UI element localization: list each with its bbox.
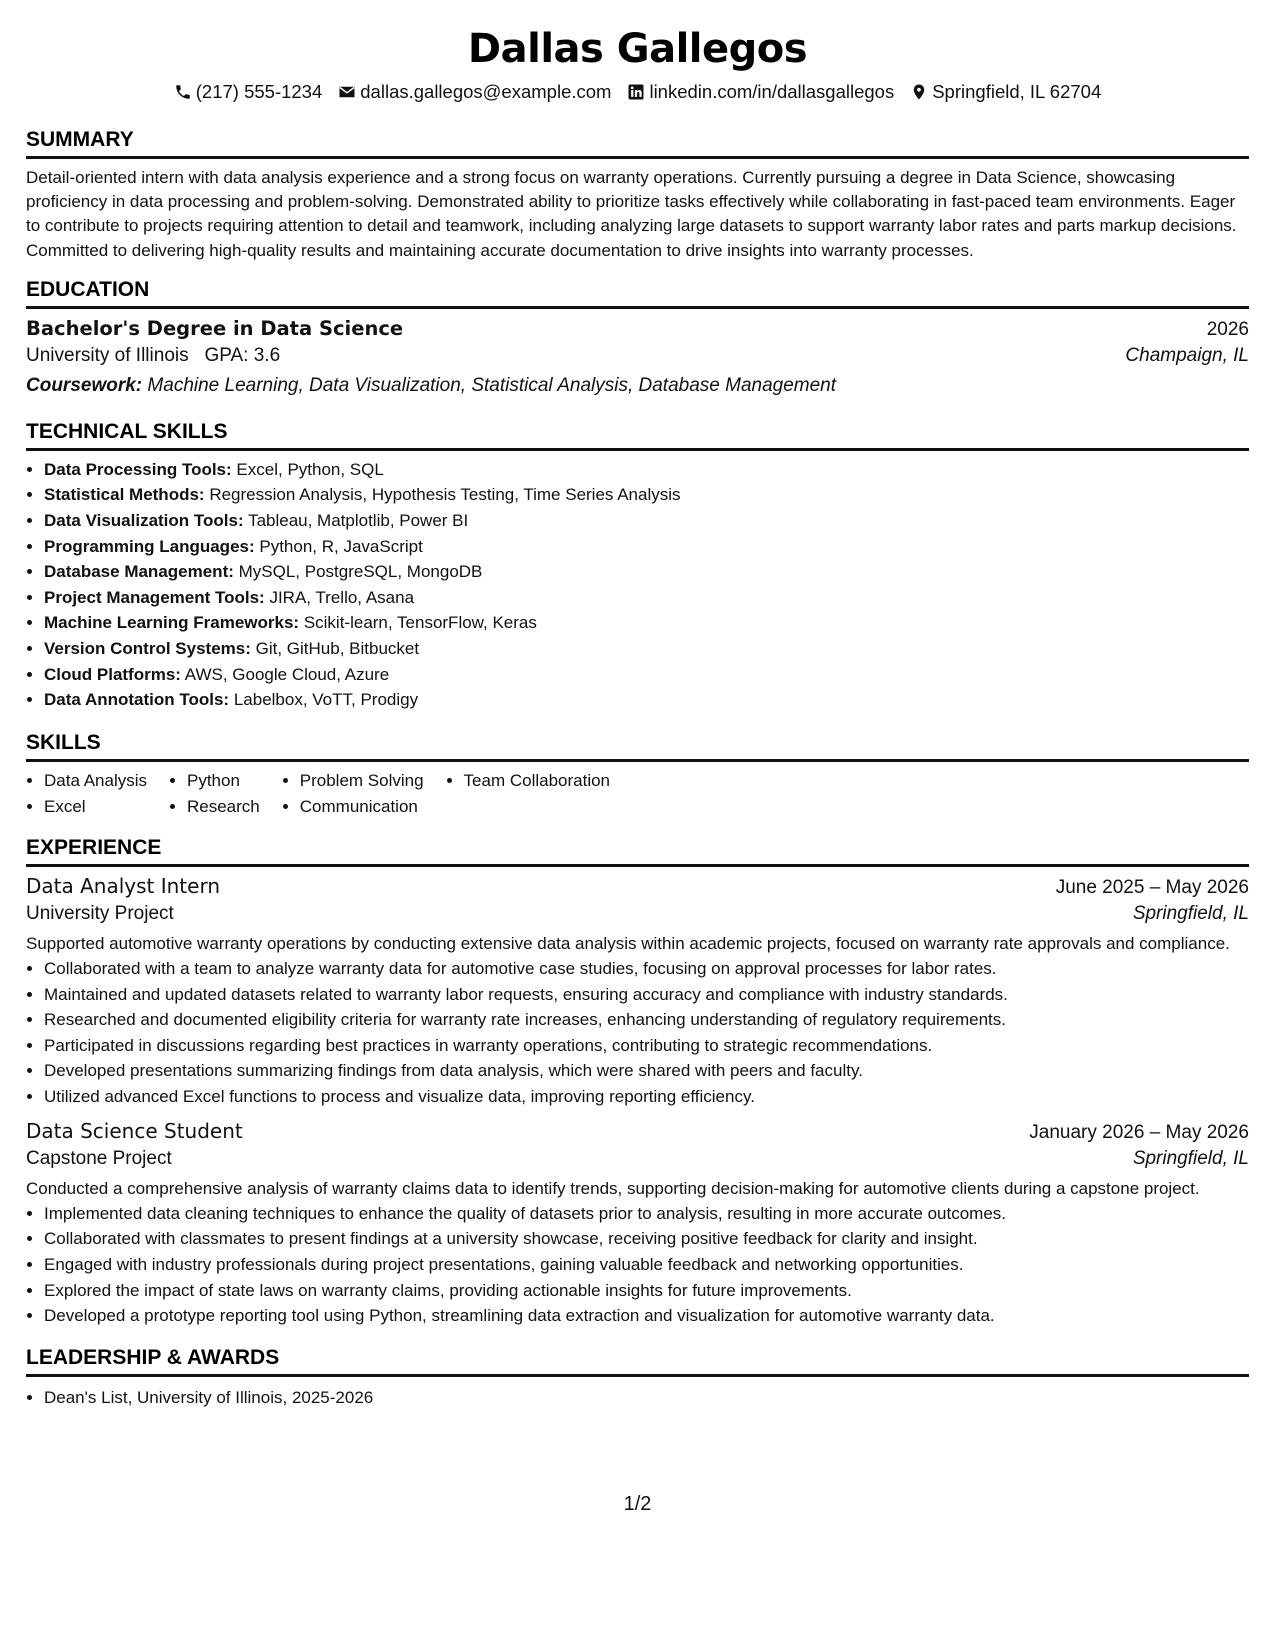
skill-value: Python, R, JavaScript (259, 536, 423, 556)
education-degree-row (26, 317, 1249, 341)
skills-column (282, 768, 424, 820)
job-summary: Supported automotive warranty operations by conducting extensive data analysis within academic projects, focused on warranty rate approvals and compliance. (26, 933, 1230, 953)
job-summary: Conducted a comprehensive analysis of warranty claims data to identify trends, supporting decision-making for automotive clients during a capstone project. (26, 1178, 1200, 1198)
list-item: • Developed a prototype reporting tool using Python, streamlining data extraction and visualization for automotive warranty data. (44, 1303, 1249, 1329)
skills-column (26, 768, 147, 820)
technical-skills-heading: TECHNICAL SKILLS (26, 419, 1249, 451)
experience-section (26, 835, 1249, 1329)
skill-value: Regression Analysis, Hypothesis Testing, Time Series Analysis (209, 485, 681, 505)
gpa: GPA: 3.6 (204, 344, 281, 366)
list-item: • Collaborated with classmates to present findings at a university showcase, receiving positive feedback for clarity and insight. (44, 1226, 1249, 1252)
skills-heading: SKILLS (26, 730, 1249, 762)
job-bullets (26, 956, 1249, 1110)
contact-location (910, 80, 1101, 104)
experience-entry (26, 874, 1249, 1110)
list-item: • Developed presentations summarizing findings from data analysis, which were shared with peers and faculty. (44, 1058, 1249, 1084)
list-item: • Utilized advanced Excel functions to process and visualize data, improving reporting efficiency. (44, 1084, 1249, 1110)
contact-email[interactable] (338, 80, 611, 104)
list-item: • Collaborated with a team to analyze warranty data for automotive case studies, focusing on approval processes for labor rates. (44, 956, 1249, 982)
skill-value: Tableau, Matplotlib, Power BI (248, 511, 469, 530)
candidate-name: Dallas Gallegos (467, 26, 808, 72)
list-item (44, 687, 1249, 713)
experience-heading: EXPERIENCE (26, 835, 1249, 867)
list-item (44, 610, 1249, 636)
list-item (44, 585, 1249, 611)
skill-label: Data Processing Tools: (44, 459, 232, 479)
coursework-label: Coursework: (26, 374, 143, 396)
job-location: Springfield, IL (1132, 902, 1249, 924)
school-location: Champaign, IL (1125, 344, 1249, 366)
list-item: • Python (187, 768, 260, 794)
job-org: University Project (26, 902, 174, 924)
phone-text: (217) 555-1234 (195, 81, 323, 102)
job-title-row (26, 1119, 1249, 1144)
list-item: • Implemented data cleaning techniques to enhance the quality of datasets prior to analysis, resulting in more accurate outcomes. (44, 1201, 1249, 1227)
school-info (26, 341, 280, 371)
job-org-row (26, 899, 1249, 929)
list-item: • Problem Solving (300, 768, 424, 794)
technical-skills-section (26, 419, 1249, 713)
education-section (26, 277, 1249, 401)
job-title: Data Science Student (26, 1118, 243, 1143)
leadership-section (26, 1345, 1249, 1411)
list-item (44, 508, 1249, 534)
job-bullets (26, 1201, 1249, 1329)
job-location: Springfield, IL (1132, 1147, 1249, 1169)
skill-label: Statistical Methods: (44, 485, 205, 505)
page-number: 1/2 (623, 1493, 652, 1515)
skills-section (26, 730, 1249, 820)
skill-label: Data Annotation Tools: (44, 690, 230, 710)
skill-label: Programming Languages: (44, 536, 255, 556)
list-item (44, 559, 1249, 585)
skill-label: Project Management Tools: (44, 587, 265, 607)
job-dates: June 2025 – May 2026 (1055, 876, 1249, 898)
skill-value: Scikit-learn, TensorFlow, Keras (303, 613, 537, 633)
skills-grid (26, 768, 1249, 820)
education-heading: EDUCATION (26, 277, 1249, 309)
list-item (44, 534, 1249, 560)
leadership-list (26, 1385, 1249, 1411)
linkedin-text: linkedin.com/in/dallasgallegos (649, 81, 895, 102)
skills-column (446, 768, 610, 820)
skill-value: JIRA, Trello, Asana (269, 587, 415, 607)
list-item: • Dean's List, University of Illinois, 2025-2026 (44, 1385, 1249, 1411)
list-item: • Participated in discussions regarding best practices in warranty operations, contributing to strategic recommendations. (44, 1033, 1249, 1059)
coursework-line (26, 371, 1249, 401)
skill-value: Git, GitHub, Bitbucket (255, 638, 420, 658)
leadership-heading: LEADERSHIP & AWARDS (26, 1345, 1249, 1377)
job-title: Data Analyst Intern (26, 873, 221, 898)
linkedin-icon (627, 83, 645, 101)
skill-label: Cloud Platforms: (44, 664, 181, 684)
map-pin-icon (910, 83, 928, 101)
job-title-row (26, 874, 1249, 899)
skills-column (169, 768, 260, 820)
list-item (44, 457, 1249, 483)
experience-entry (26, 1119, 1249, 1329)
contact-linkedin[interactable] (627, 80, 894, 104)
list-item: • Engaged with industry professionals during project presentations, gaining valuable feedback and networking opportunities. (44, 1252, 1249, 1278)
phone-icon (174, 83, 192, 101)
list-item: • Communication (300, 794, 424, 820)
list-item: • Researched and documented eligibility criteria for warranty rate increases, enhancing understanding of regulatory requirements. (44, 1007, 1249, 1033)
skill-label: Version Control Systems: (44, 638, 251, 658)
list-item: • Data Analysis (44, 768, 147, 794)
summary-heading: SUMMARY (26, 127, 1249, 159)
skill-value: Labelbox, VoTT, Prodigy (233, 690, 419, 710)
skill-value: Excel, Python, SQL (236, 459, 384, 479)
contact-phone (174, 80, 323, 104)
list-item: • Explored the impact of state laws on warranty claims, providing actionable insights for future improvements. (44, 1278, 1249, 1304)
skill-label: Data Visualization Tools: (44, 511, 244, 530)
job-dates: January 2026 – May 2026 (1029, 1121, 1249, 1143)
technical-skills-list (26, 457, 1249, 713)
contact-bar (26, 80, 1249, 104)
school-name: University of Illinois (26, 344, 189, 366)
education-school-row (26, 341, 1249, 371)
location-text: Springfield, IL 62704 (932, 81, 1102, 102)
summary-text: Detail-oriented intern with data analysis experience and a strong focus on warranty operations. Currently pursuing a degree in Data Science, showcasing proficiency in data processing and problem-solving. Demonstrated ability to prioritize tasks effectively while collaborating in fast-paced team environments. Eager to contribute to projects requiring attention to detail and teamwork, including analyzing large datasets to support warranty labor rates and parts markup decisions. Committed to delivering high-quality results and maintaining accurate documentation to drive insights into warranty processes. (26, 168, 1237, 260)
list-item (44, 482, 1249, 508)
skill-label: Machine Learning Frameworks: (44, 613, 300, 633)
list-item: • Research (187, 794, 260, 820)
envelope-icon (338, 83, 356, 101)
list-item (44, 636, 1249, 662)
skill-label: Database Management: (44, 562, 234, 582)
coursework-list: Machine Learning, Data Visualization, Statistical Analysis, Database Management (147, 374, 837, 396)
resume-page (26, 0, 1249, 1410)
skill-value: AWS, Google Cloud, Azure (184, 664, 390, 684)
list-item: • Maintained and updated datasets related to warranty labor requests, ensuring accuracy and compliance with industry standards. (44, 982, 1249, 1008)
job-org: Capstone Project (26, 1147, 172, 1169)
graduation-year: 2026 (1206, 318, 1249, 340)
list-item (44, 662, 1249, 688)
list-item: • Excel (44, 794, 147, 820)
email-text: dallas.gallegos@example.com (360, 81, 612, 102)
summary-section (26, 127, 1249, 263)
job-org-row (26, 1144, 1249, 1174)
degree-title: Bachelor's Degree in Data Science (26, 316, 404, 340)
skill-value: MySQL, PostgreSQL, MongoDB (238, 562, 483, 582)
list-item: • Team Collaboration (464, 768, 610, 794)
